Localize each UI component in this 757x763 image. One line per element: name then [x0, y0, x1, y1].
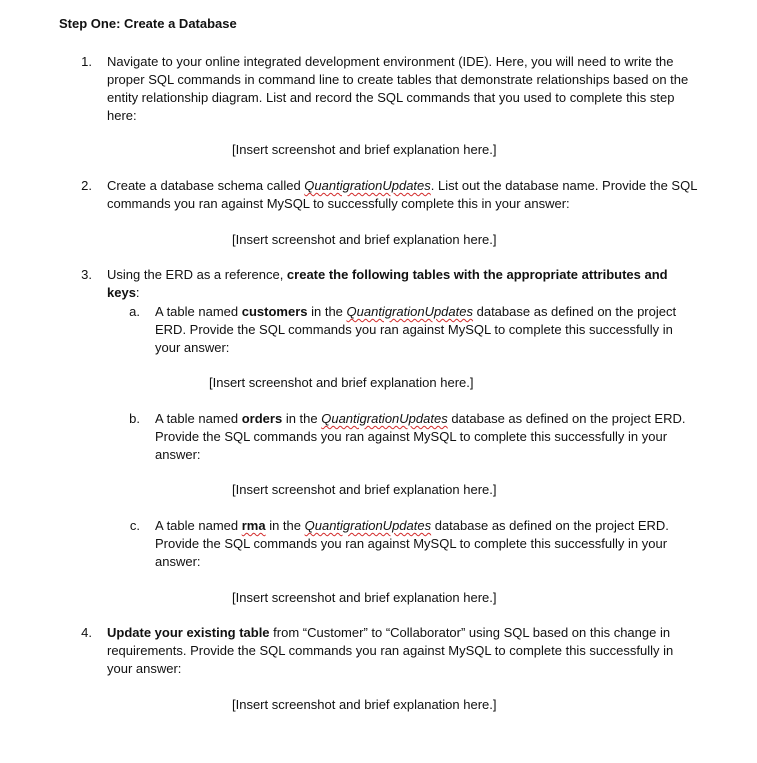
placeholder-3c: [Insert screenshot and brief explanation here.] [232, 590, 497, 605]
subitem-b-before: A table named [155, 411, 242, 426]
item-text-2 [107, 177, 697, 213]
subitem-a-bold: customers [241, 304, 308, 319]
item-2-text-after: . List out the database name. Provide the SQL commands you ran against MySQL to successfully complete this in your answer: [107, 178, 697, 211]
subitem-letter-c: c. [129, 518, 140, 533]
item-number-3: 3. [81, 267, 92, 282]
item-text-1: Navigate to your online integrated development environment (IDE). Here, you will need to write the proper SQL commands in command line to create tables that demonstrate relationships based on the entity relationship diagram. List and record the SQL commands that you used to complete this step here: [107, 54, 689, 123]
placeholder-4: [Insert screenshot and brief explanation here.] [232, 697, 497, 712]
subitem-b-after: database as defined on the project ERD. Provide the SQL commands you ran against MySQL to complete this successfully in your answer: [155, 411, 686, 462]
subitem-text-c [155, 517, 690, 571]
item-3-text-after: : [135, 285, 140, 300]
subitem-letter-b: b. [129, 411, 140, 426]
item-3-text-bold: create the following tables with the appropriate attributes and keys [107, 267, 668, 300]
subitem-a-after: database as defined on the project ERD. Provide the SQL commands you ran against MySQL to complete this successfully in your answer: [155, 304, 677, 355]
db-name-link: QuantigrationUpdates [304, 178, 431, 193]
subitem-a-before: A table named [155, 304, 242, 319]
subitem-a-middle: in the [307, 304, 347, 319]
item-number-1: 1. [81, 54, 92, 69]
subitem-c-after: database as defined on the project ERD. Provide the SQL commands you ran against MySQL to complete this successfully in your answer: [155, 518, 669, 569]
page-heading: Step One: Create a Database [59, 16, 237, 31]
subitem-b-bold: orders [241, 411, 283, 426]
item-text-4 [107, 624, 697, 678]
subitem-text-a [155, 303, 690, 357]
placeholder-3a: [Insert screenshot and brief explanation here.] [209, 375, 474, 390]
item-number-4: 4. [81, 625, 92, 640]
subitem-c-middle: in the [265, 518, 305, 533]
db-name-link: QuantigrationUpdates [321, 411, 448, 426]
db-name-link: QuantigrationUpdates [346, 304, 473, 319]
db-name-link: QuantigrationUpdates [304, 518, 432, 533]
item-number-2: 2. [81, 178, 92, 193]
placeholder-1: [Insert screenshot and brief explanation here.] [232, 142, 497, 157]
item-4-text-bold: Update your existing table [107, 625, 270, 640]
placeholder-2: [Insert screenshot and brief explanation here.] [232, 232, 497, 247]
subitem-text-b [155, 410, 690, 464]
item-text-3 [107, 266, 697, 302]
placeholder-3b: [Insert screenshot and brief explanation here.] [232, 482, 497, 497]
subitem-letter-a: a. [129, 304, 140, 319]
subitem-c-before: A table named [155, 518, 242, 533]
item-2-text-before: Create a database schema called [107, 178, 305, 193]
subitem-c-bold: rma [241, 518, 266, 533]
item-3-text-before: Using the ERD as a reference, [107, 267, 287, 282]
subitem-b-middle: in the [282, 411, 322, 426]
item-4-text-after: from “Customer” to “Collaborator” using SQL based on this change in requirements. Provide the SQL commands you ran against MySQL to complete this successfully in your answer: [107, 625, 674, 676]
